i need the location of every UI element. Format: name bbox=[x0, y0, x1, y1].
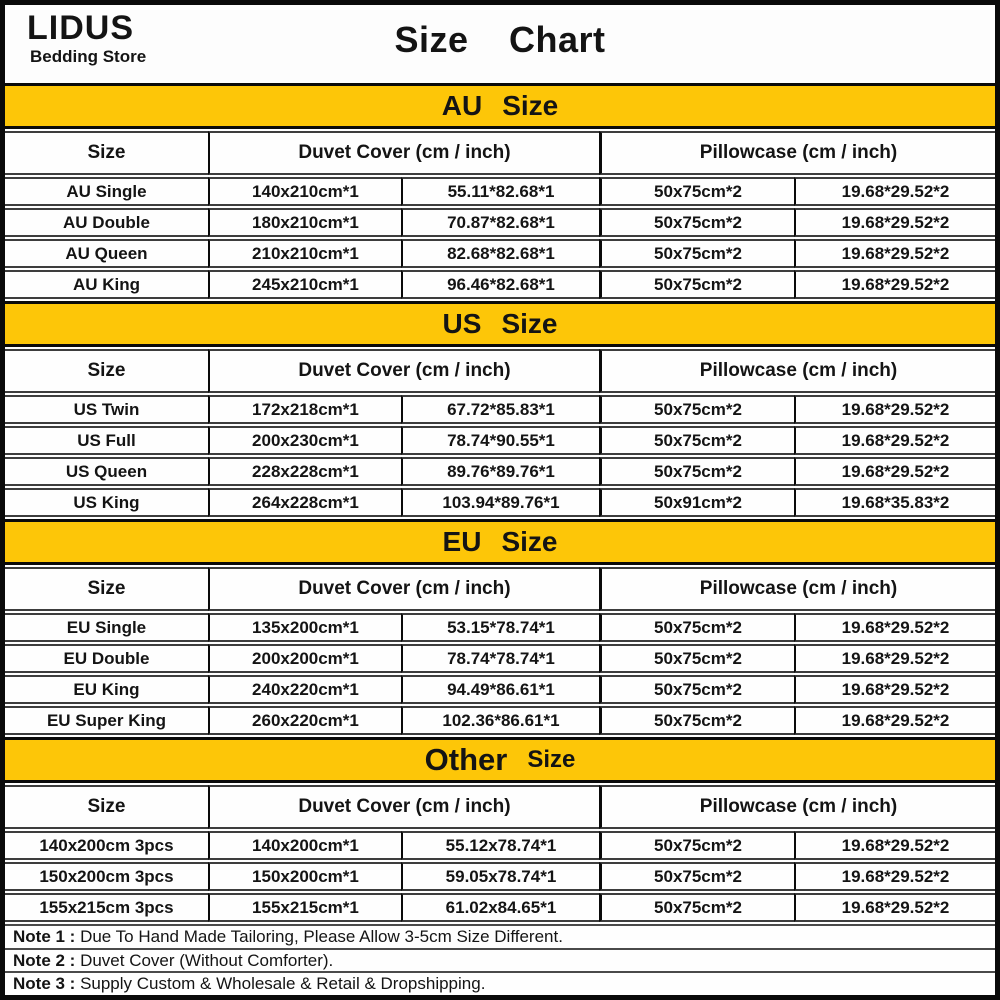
cell-pillow-inch: 19.68*29.52*2 bbox=[794, 426, 995, 455]
table-row bbox=[5, 675, 995, 704]
header bbox=[5, 5, 995, 83]
note-label: Note 1 : bbox=[13, 926, 81, 946]
cell-duvet-cm: 210x210cm*1 bbox=[208, 239, 401, 268]
cell-duvet-inch: 78.74*78.74*1 bbox=[401, 644, 599, 673]
brand-name: LIDUS bbox=[27, 9, 134, 47]
table-header-row-eu bbox=[5, 567, 995, 611]
cell-size-label: US Queen bbox=[5, 457, 208, 486]
col-header-size: Size bbox=[5, 785, 208, 829]
cell-size-label: US Twin bbox=[5, 395, 208, 424]
size-table-eu bbox=[5, 565, 995, 737]
cell-pillow-cm: 50x75cm*2 bbox=[599, 862, 794, 891]
note-row bbox=[5, 971, 995, 995]
section-banner-region-label: AU bbox=[441, 90, 483, 121]
cell-duvet-cm: 240x220cm*1 bbox=[208, 675, 401, 704]
cell-duvet-inch: 103.94*89.76*1 bbox=[401, 488, 599, 517]
cell-pillow-inch: 19.68*29.52*2 bbox=[794, 177, 995, 206]
cell-pillow-inch: 19.68*29.52*2 bbox=[794, 675, 995, 704]
cell-pillow-inch: 19.68*29.52*2 bbox=[794, 270, 995, 299]
section-banner-size-label: Size bbox=[502, 90, 559, 121]
cell-pillow-cm: 50x75cm*2 bbox=[599, 706, 794, 735]
cell-size-label: 140x200cm 3pcs bbox=[5, 831, 208, 860]
table-row bbox=[5, 457, 995, 486]
cell-pillow-cm: 50x75cm*2 bbox=[599, 675, 794, 704]
cell-pillow-inch: 19.68*29.52*2 bbox=[794, 831, 995, 860]
cell-duvet-inch: 78.74*90.55*1 bbox=[401, 426, 599, 455]
col-header-size: Size bbox=[5, 349, 208, 393]
col-header-size: Size bbox=[5, 567, 208, 611]
section-banner-au bbox=[5, 83, 995, 129]
cell-pillow-inch: 19.68*29.52*2 bbox=[794, 862, 995, 891]
cell-pillow-inch: 19.68*29.52*2 bbox=[794, 613, 995, 642]
cell-duvet-inch: 70.87*82.68*1 bbox=[401, 208, 599, 237]
size-table-au bbox=[5, 129, 995, 301]
col-header-duvet: Duvet Cover (cm / inch) bbox=[208, 785, 599, 829]
note-row bbox=[5, 924, 995, 948]
cell-duvet-cm: 140x210cm*1 bbox=[208, 177, 401, 206]
cell-size-label: AU King bbox=[5, 270, 208, 299]
cell-pillow-inch: 19.68*29.52*2 bbox=[794, 239, 995, 268]
cell-duvet-inch: 55.12x78.74*1 bbox=[401, 831, 599, 860]
cell-pillow-cm: 50x75cm*2 bbox=[599, 457, 794, 486]
cell-pillow-cm: 50x75cm*2 bbox=[599, 270, 794, 299]
sections-container bbox=[5, 83, 995, 924]
cell-duvet-cm: 200x200cm*1 bbox=[208, 644, 401, 673]
table-row bbox=[5, 426, 995, 455]
table-row bbox=[5, 613, 995, 642]
table-row bbox=[5, 644, 995, 673]
page-title: Size Chart bbox=[394, 19, 606, 60]
cell-duvet-cm: 172x218cm*1 bbox=[208, 395, 401, 424]
cell-pillow-cm: 50x75cm*2 bbox=[599, 893, 794, 922]
cell-duvet-cm: 245x210cm*1 bbox=[208, 270, 401, 299]
size-table-us bbox=[5, 347, 995, 519]
cell-size-label: EU Super King bbox=[5, 706, 208, 735]
cell-pillow-cm: 50x91cm*2 bbox=[599, 488, 794, 517]
cell-pillow-cm: 50x75cm*2 bbox=[599, 208, 794, 237]
note-row bbox=[5, 948, 995, 972]
cell-pillow-cm: 50x75cm*2 bbox=[599, 177, 794, 206]
cell-size-label: EU King bbox=[5, 675, 208, 704]
cell-duvet-cm: 155x215cm*1 bbox=[208, 893, 401, 922]
cell-duvet-cm: 260x220cm*1 bbox=[208, 706, 401, 735]
table-row bbox=[5, 893, 995, 922]
table-row bbox=[5, 177, 995, 206]
cell-size-label: 155x215cm 3pcs bbox=[5, 893, 208, 922]
cell-size-label: AU Single bbox=[5, 177, 208, 206]
cell-duvet-cm: 140x200cm*1 bbox=[208, 831, 401, 860]
cell-size-label: AU Queen bbox=[5, 239, 208, 268]
cell-duvet-inch: 55.11*82.68*1 bbox=[401, 177, 599, 206]
cell-pillow-cm: 50x75cm*2 bbox=[599, 613, 794, 642]
cell-duvet-inch: 53.15*78.74*1 bbox=[401, 613, 599, 642]
section-banner-eu bbox=[5, 519, 995, 565]
section-banner-region-label: Other bbox=[424, 742, 508, 777]
table-header-row-us bbox=[5, 349, 995, 393]
cell-duvet-inch: 96.46*82.68*1 bbox=[401, 270, 599, 299]
col-header-pillowcase: Pillowcase (cm / inch) bbox=[599, 567, 995, 611]
table-row bbox=[5, 395, 995, 424]
cell-duvet-inch: 59.05x78.74*1 bbox=[401, 862, 599, 891]
table-row bbox=[5, 862, 995, 891]
cell-duvet-inch: 61.02x84.65*1 bbox=[401, 893, 599, 922]
section-banner-region-label: US bbox=[442, 308, 482, 339]
cell-size-label: US Full bbox=[5, 426, 208, 455]
cell-pillow-inch: 19.68*29.52*2 bbox=[794, 893, 995, 922]
brand-subtitle: Bedding Store bbox=[30, 47, 147, 66]
col-header-duvet: Duvet Cover (cm / inch) bbox=[208, 349, 599, 393]
cell-pillow-cm: 50x75cm*2 bbox=[599, 644, 794, 673]
cell-duvet-cm: 228x228cm*1 bbox=[208, 457, 401, 486]
cell-pillow-inch: 19.68*29.52*2 bbox=[794, 457, 995, 486]
section-banner-size-label: Size bbox=[527, 746, 576, 773]
table-row bbox=[5, 208, 995, 237]
col-header-pillowcase: Pillowcase (cm / inch) bbox=[599, 785, 995, 829]
cell-pillow-cm: 50x75cm*2 bbox=[599, 395, 794, 424]
note-text: Duvet Cover (Without Comforter). bbox=[80, 950, 334, 970]
table-row bbox=[5, 831, 995, 860]
notes-container bbox=[5, 924, 995, 995]
table-row bbox=[5, 270, 995, 299]
table-row bbox=[5, 239, 995, 268]
col-header-duvet: Duvet Cover (cm / inch) bbox=[208, 131, 599, 175]
cell-duvet-inch: 102.36*86.61*1 bbox=[401, 706, 599, 735]
note-label: Note 2 : bbox=[13, 950, 81, 970]
cell-size-label: 150x200cm 3pcs bbox=[5, 862, 208, 891]
cell-size-label: AU Double bbox=[5, 208, 208, 237]
table-row bbox=[5, 706, 995, 735]
section-banner-size-label: Size bbox=[501, 308, 558, 339]
cell-duvet-inch: 94.49*86.61*1 bbox=[401, 675, 599, 704]
section-banner-other bbox=[5, 737, 995, 783]
cell-duvet-cm: 264x228cm*1 bbox=[208, 488, 401, 517]
col-header-duvet: Duvet Cover (cm / inch) bbox=[208, 567, 599, 611]
col-header-pillowcase: Pillowcase (cm / inch) bbox=[599, 349, 995, 393]
cell-duvet-inch: 82.68*82.68*1 bbox=[401, 239, 599, 268]
table-header-row-au bbox=[5, 131, 995, 175]
note-label: Note 3 : bbox=[13, 974, 81, 994]
col-header-size: Size bbox=[5, 131, 208, 175]
cell-size-label: US King bbox=[5, 488, 208, 517]
cell-duvet-inch: 67.72*85.83*1 bbox=[401, 395, 599, 424]
cell-pillow-inch: 19.68*29.52*2 bbox=[794, 644, 995, 673]
table-header-row-other bbox=[5, 785, 995, 829]
section-banner-region-label: EU bbox=[442, 526, 482, 557]
col-header-pillowcase: Pillowcase (cm / inch) bbox=[599, 131, 995, 175]
cell-pillow-inch: 19.68*35.83*2 bbox=[794, 488, 995, 517]
cell-size-label: EU Single bbox=[5, 613, 208, 642]
note-text: Supply Custom & Wholesale & Retail & Dropshipping. bbox=[80, 974, 486, 994]
cell-pillow-cm: 50x75cm*2 bbox=[599, 239, 794, 268]
cell-duvet-inch: 89.76*89.76*1 bbox=[401, 457, 599, 486]
cell-pillow-inch: 19.68*29.52*2 bbox=[794, 208, 995, 237]
section-banner-us bbox=[5, 301, 995, 347]
cell-pillow-inch: 19.68*29.52*2 bbox=[794, 706, 995, 735]
section-banner-size-label: Size bbox=[501, 526, 558, 557]
table-row bbox=[5, 488, 995, 517]
cell-duvet-cm: 150x200cm*1 bbox=[208, 862, 401, 891]
cell-pillow-inch: 19.68*29.52*2 bbox=[794, 395, 995, 424]
size-table-other bbox=[5, 783, 995, 924]
cell-pillow-cm: 50x75cm*2 bbox=[599, 426, 794, 455]
cell-duvet-cm: 180x210cm*1 bbox=[208, 208, 401, 237]
note-text: Due To Hand Made Tailoring, Please Allow 3-5cm Size Different. bbox=[80, 926, 563, 946]
cell-pillow-cm: 50x75cm*2 bbox=[599, 831, 794, 860]
cell-size-label: EU Double bbox=[5, 644, 208, 673]
cell-duvet-cm: 135x200cm*1 bbox=[208, 613, 401, 642]
cell-duvet-cm: 200x230cm*1 bbox=[208, 426, 401, 455]
